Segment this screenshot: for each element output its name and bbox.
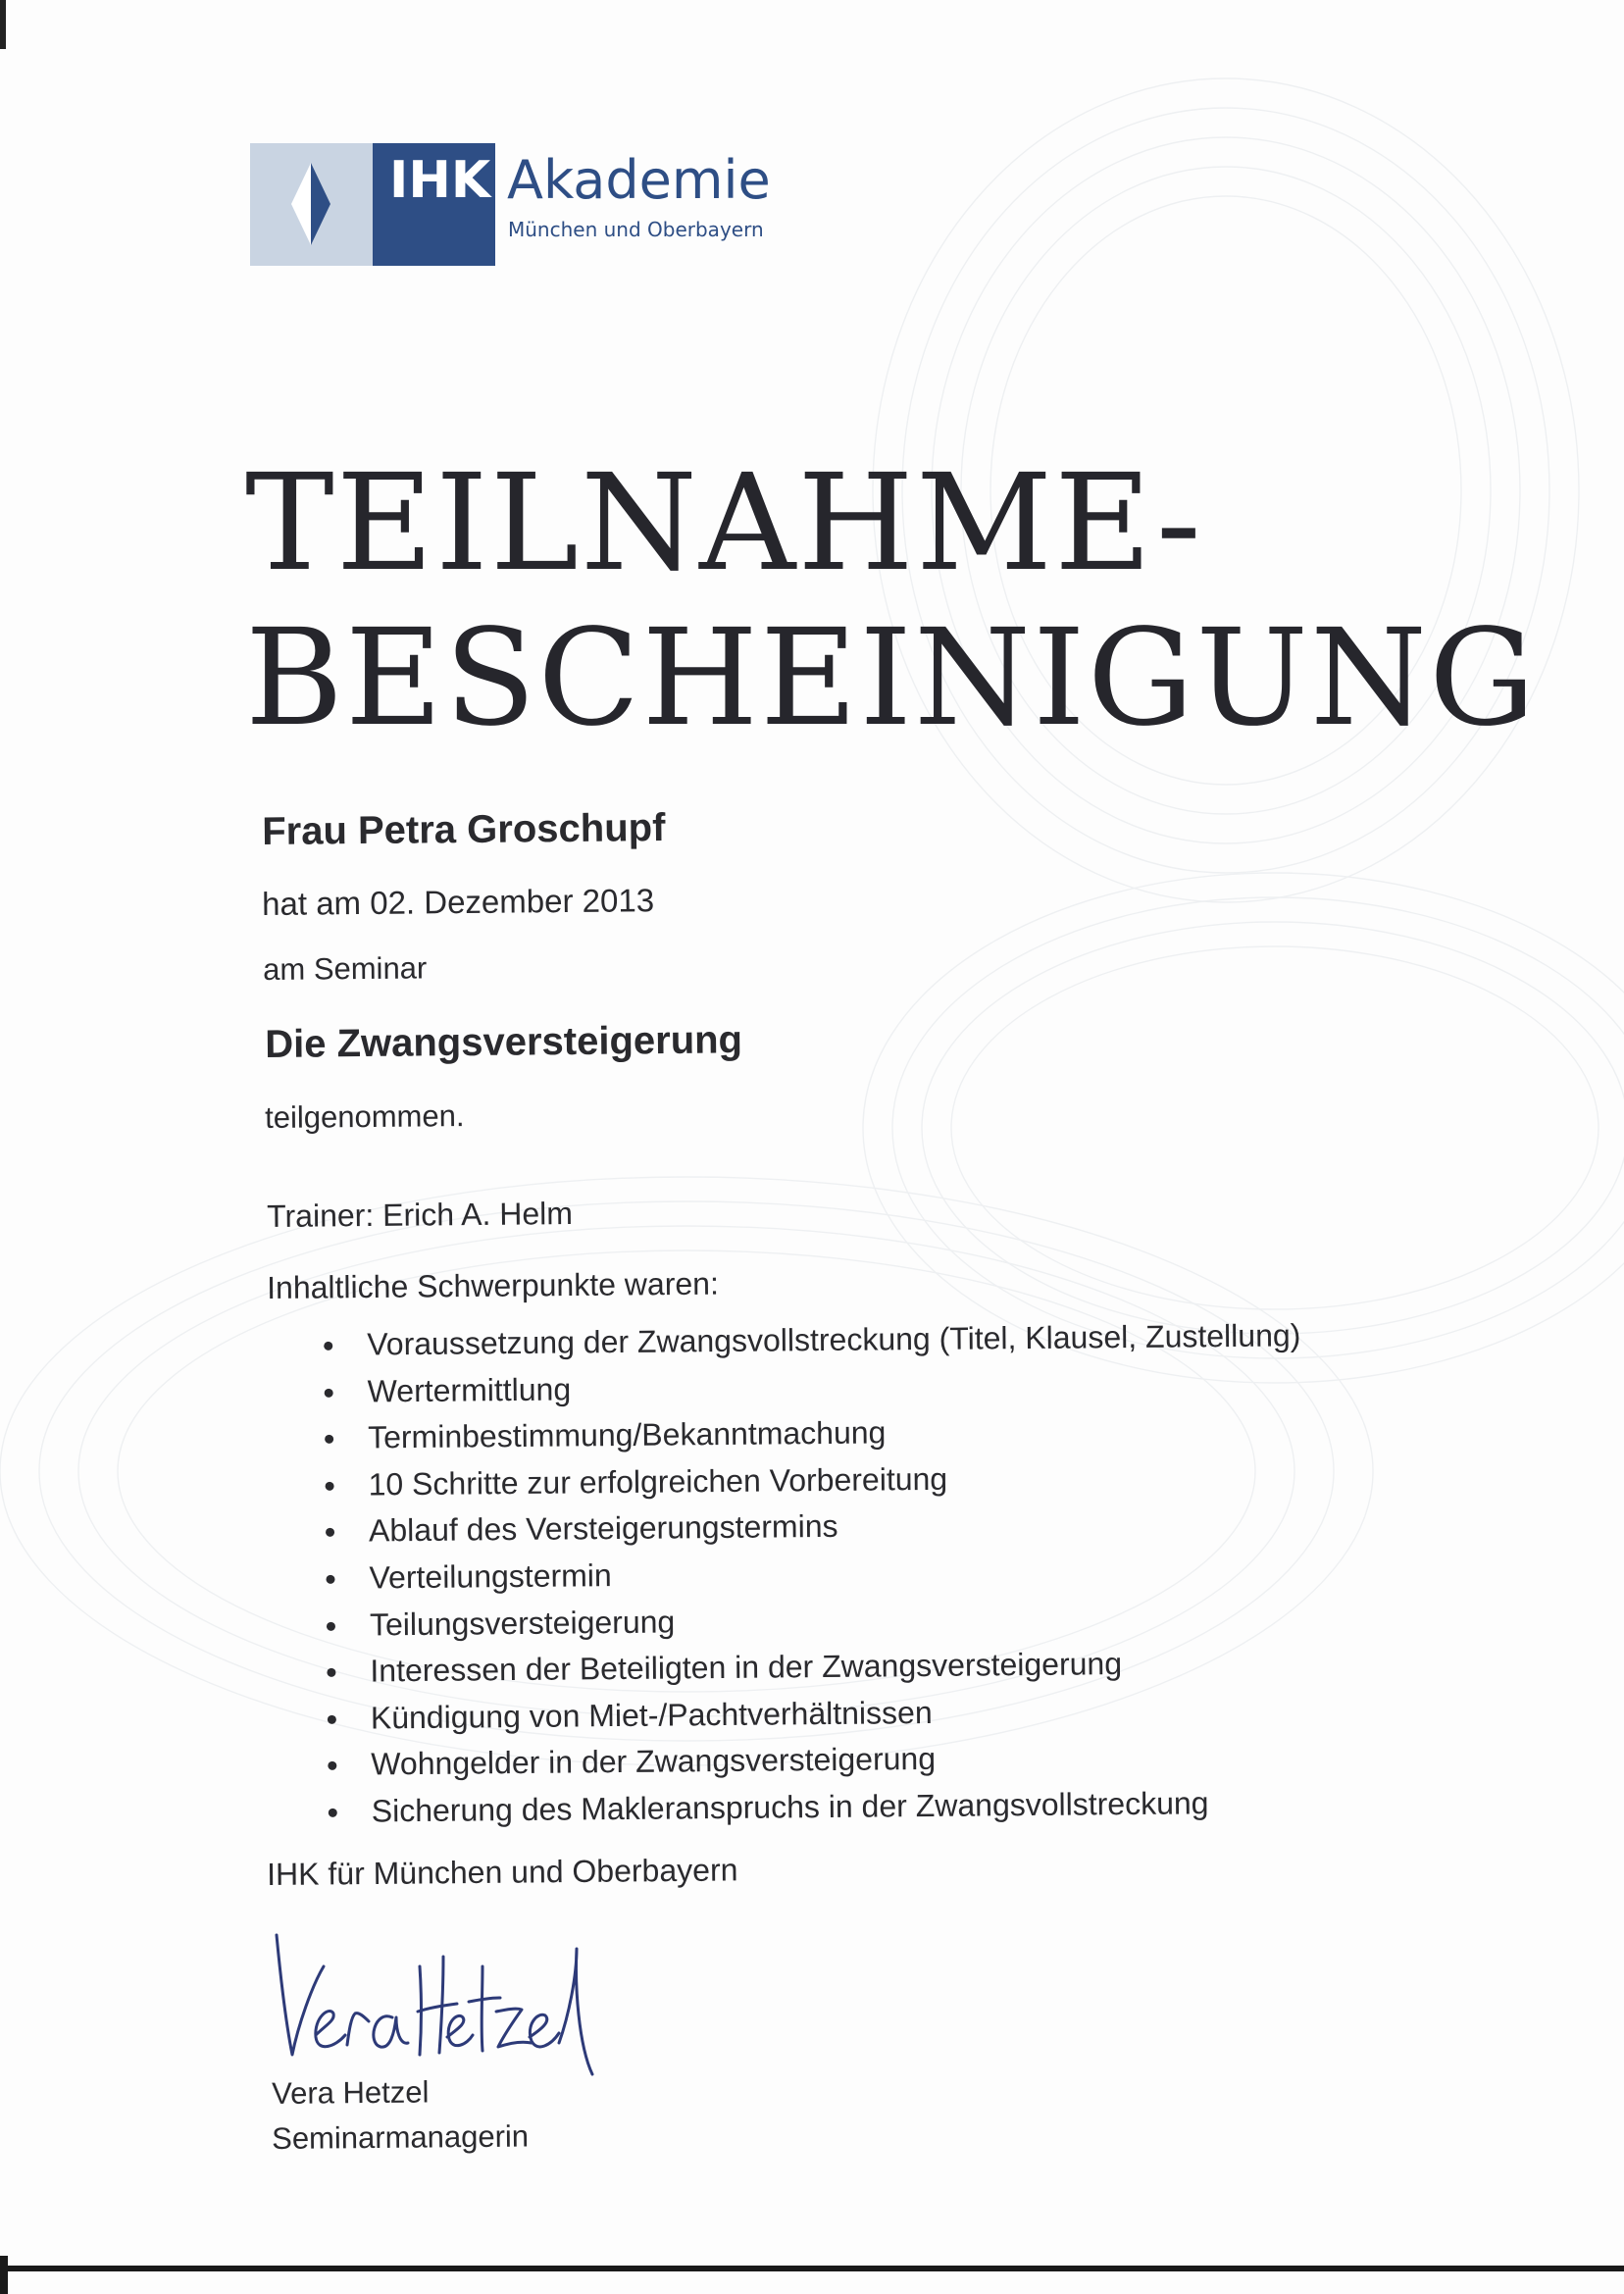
topic-text: Teilungsversteigerung [369, 1604, 676, 1643]
signer-name: Vera Hetzel [272, 2074, 430, 2111]
title-line-2: BESCHEINIGUNG [245, 601, 1538, 756]
bullet-icon [326, 1575, 334, 1584]
bullet-icon [328, 1761, 336, 1770]
bullet-icon [327, 1621, 335, 1630]
topic-text: 10 Schritte zur erfolgreichen Vorbereitung [368, 1460, 948, 1503]
scan-edge-corner [0, 2256, 8, 2294]
bullet-icon [324, 1342, 332, 1351]
topic-text: Kündigung von Miet-/Pachtverhältnissen [370, 1694, 933, 1736]
signer-role: Seminarmanagerin [272, 2118, 530, 2156]
scan-edge-line [0, 2266, 1624, 2271]
logo-subtitle: München und Oberbayern [508, 218, 764, 241]
topic-text: Voraussetzung der Zwangsvollstreckung (Titel, Klausel, Zustellung) [367, 1317, 1301, 1362]
ihk-akademie-logo [250, 143, 771, 266]
scan-edge-mark [0, 0, 6, 49]
issuing-organization: IHK für München und Oberbayern [267, 1852, 738, 1892]
participated-text: teilgenommen. [265, 1098, 465, 1135]
certificate-title [245, 446, 1538, 756]
bullet-icon [328, 1715, 336, 1724]
topics-intro: Inhaltliche Schwerpunkte waren: [267, 1265, 720, 1305]
handwritten-signature [265, 1927, 657, 2094]
bullet-icon [329, 1809, 337, 1817]
seminar-title: Die Zwangsversteigerung [265, 1018, 743, 1066]
list-item [317, 1779, 1306, 1835]
topic-text: Wohngelder in der Zwangsversteigerung [371, 1741, 937, 1782]
participant-name: Frau Petra Groschupf [262, 806, 666, 853]
logo-name: Akademie [507, 149, 771, 211]
bullet-icon [326, 1482, 334, 1491]
topic-text: Ablauf des Versteigerungstermins [368, 1508, 838, 1549]
bullet-icon [325, 1435, 333, 1444]
topics-list [312, 1312, 1305, 1835]
seminar-label: am Seminar [263, 950, 428, 987]
topic-text: Sicherung des Makleranspruchs in der Zwangsvollstreckung [371, 1785, 1209, 1829]
title-line-1: TEILNAHME- [245, 446, 1203, 601]
diamond-icon [250, 143, 373, 266]
topic-text: Verteilungstermin [369, 1557, 612, 1596]
topic-text: Wertermittlung [367, 1371, 572, 1409]
trainer-line: Trainer: Erich A. Helm [267, 1196, 574, 1234]
topic-text: Terminbestimmung/Bekanntmachung [367, 1414, 887, 1455]
bullet-icon [327, 1668, 335, 1677]
date-line: hat am 02. Dezember 2013 [262, 882, 655, 922]
bullet-icon [326, 1528, 334, 1537]
logo-brand: IHK [389, 151, 491, 210]
logo-emblem [250, 143, 373, 266]
bullet-icon [325, 1388, 333, 1397]
topic-text: Interessen der Beteiligten in der Zwangsversteigerung [370, 1646, 1123, 1689]
